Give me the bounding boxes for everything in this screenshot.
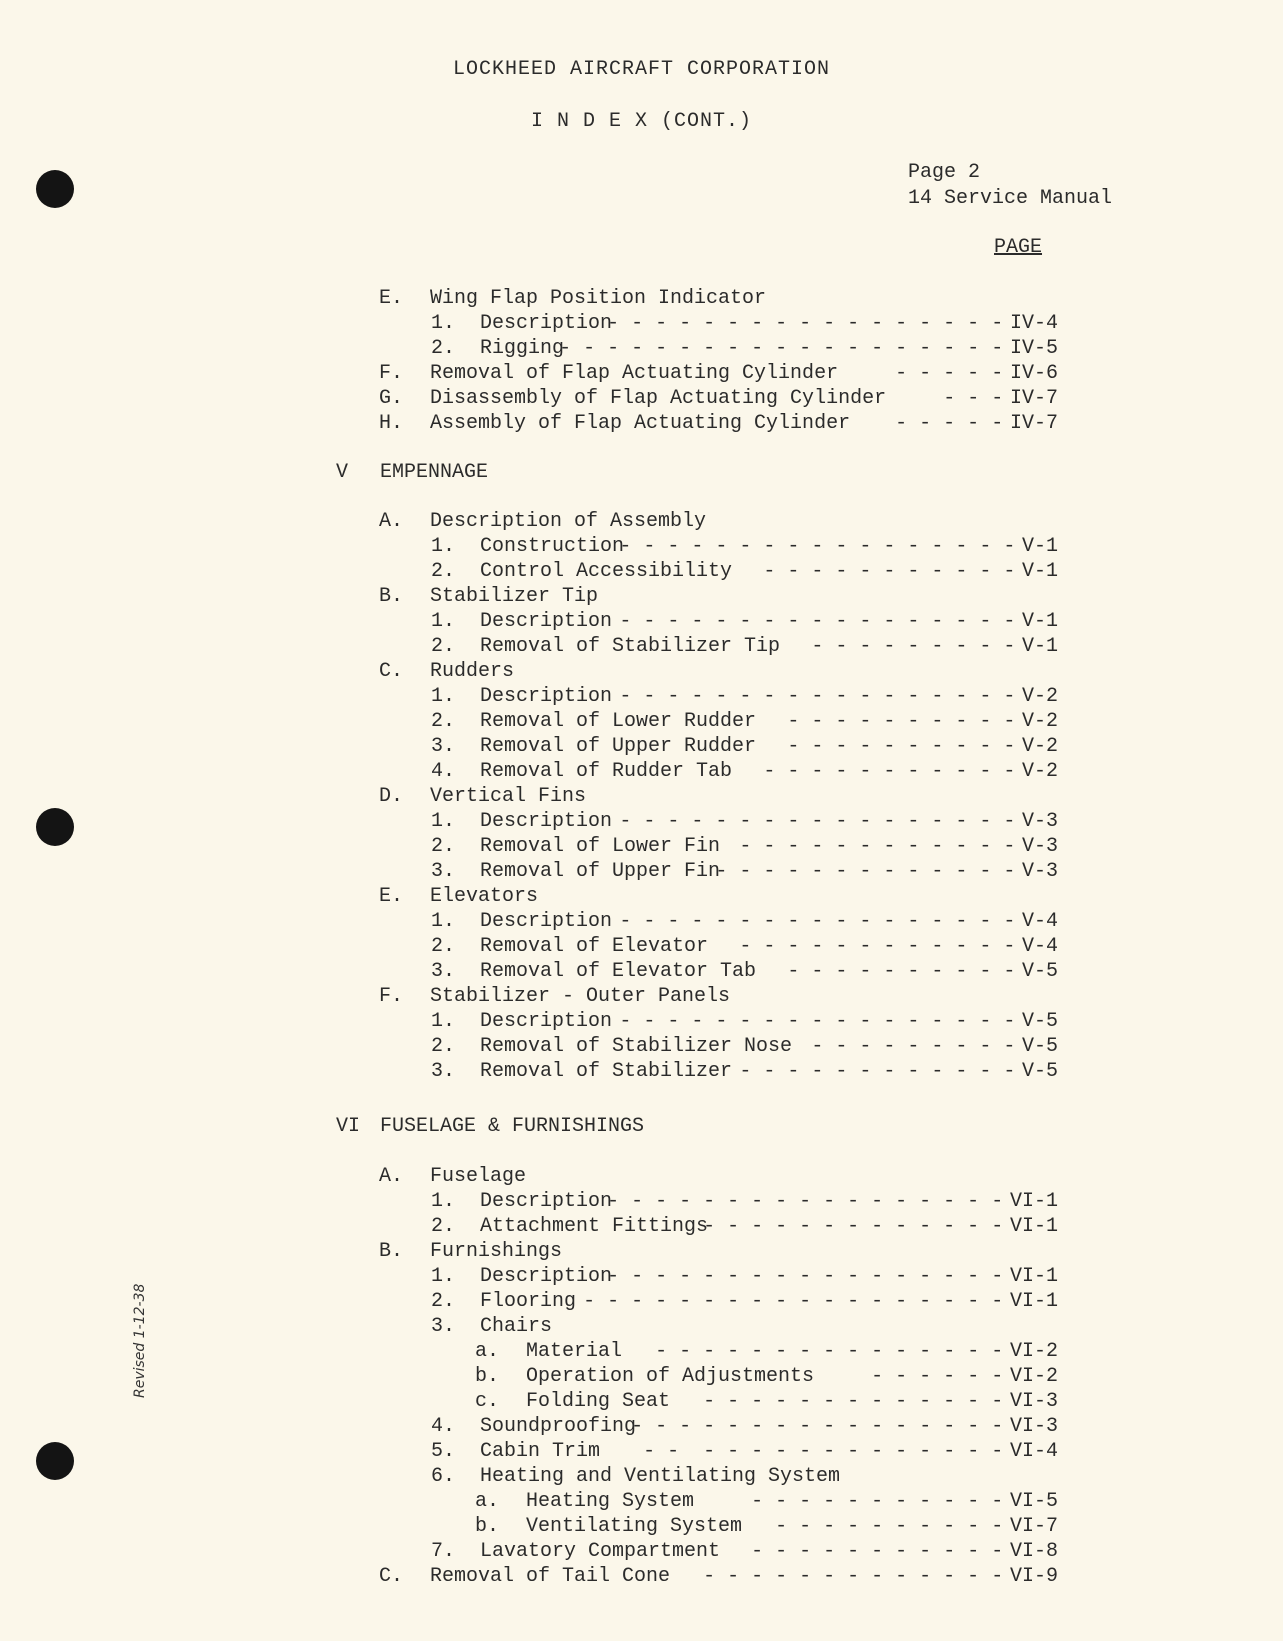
dot-leader: - - - - - -: [871, 1365, 1004, 1388]
entry-title: Folding Seat: [526, 1390, 671, 1413]
entry-label: H.: [379, 412, 404, 435]
dot-leader: - - - - - - - - - - - -: [739, 935, 1016, 958]
entry-label: 4.: [431, 760, 456, 783]
entry-title: Chairs: [480, 1315, 553, 1338]
entry-label: 3.: [431, 1315, 456, 1338]
entry-label: V: [336, 461, 349, 484]
entry-title: Attachment Fittings: [480, 1215, 709, 1238]
dot-leader: - - -: [943, 387, 1004, 410]
entry-title: Removal of Stabilizer Tip: [480, 635, 781, 658]
revision-note: Revised 1-12-38: [132, 1283, 148, 1398]
entry-label: 2.: [431, 1290, 456, 1313]
entry-title: Description: [480, 312, 613, 335]
page-reference: VI-3: [1009, 1390, 1058, 1413]
page-reference: V-2: [1021, 735, 1058, 758]
dot-leader: - - - - - - - - - - - - -: [703, 1215, 1004, 1238]
page-reference: VI-2: [1009, 1340, 1058, 1363]
page-reference: V-5: [1021, 1010, 1058, 1033]
page-reference: VI-1: [1009, 1190, 1058, 1213]
page-number: Page 2: [908, 161, 981, 184]
entry-title: Removal of Elevator: [480, 935, 709, 958]
entry-label: 5.: [431, 1440, 456, 1463]
entry-title: Removal of Rudder Tab: [480, 760, 733, 783]
page-reference: VI-2: [1009, 1365, 1058, 1388]
dot-leader: - - - - - - - - - -: [787, 735, 1016, 758]
entry-label: 2.: [431, 935, 456, 958]
entry-title: Lavatory Compartment: [480, 1540, 721, 1563]
entry-title: Description: [480, 1190, 613, 1213]
page-reference: VI-3: [1009, 1415, 1058, 1438]
entry-title: Removal of Elevator Tab: [480, 960, 757, 983]
page-reference: V-2: [1021, 760, 1058, 783]
entry-title: Removal of Stabilizer Nose: [480, 1035, 793, 1058]
entry-title: Removal of Upper Rudder: [480, 735, 757, 758]
dot-leader: - - - - - - - - - - - -: [739, 835, 1016, 858]
entry-label: 2.: [431, 1035, 456, 1058]
page-reference: VI-7: [1009, 1515, 1058, 1538]
page-reference: V-5: [1021, 960, 1058, 983]
entry-title: Soundproofing: [480, 1415, 637, 1438]
entry-label: 3.: [431, 735, 456, 758]
page-reference: V-1: [1021, 560, 1058, 583]
dot-leader: - - - - - - - - - - - -: [739, 1060, 1016, 1083]
dot-leader: - - - - - - - - - - - - - - - -: [631, 1415, 1004, 1438]
dot-leader: - - - - - - - - -: [811, 1035, 1016, 1058]
page-reference: IV-7: [1009, 387, 1058, 410]
page-reference: VI-8: [1009, 1540, 1058, 1563]
page-reference: V-1: [1021, 610, 1058, 633]
entry-label: E.: [379, 287, 404, 310]
dot-leader: - - - - - - - - - - - - -: [703, 1390, 1004, 1413]
entry-title: Material: [526, 1340, 623, 1363]
dot-leader: - - - - - - - - - - - - - - - - -: [619, 1010, 1016, 1033]
dot-leader: - - - - - - - - - - - - - - -: [643, 1440, 1004, 1463]
page-reference: V-3: [1021, 835, 1058, 858]
dot-leader: - - - - - - - - - -: [775, 1515, 1004, 1538]
entry-label: VI: [336, 1115, 361, 1138]
dot-leader: - - - - - - - - - - - - - - - - -: [607, 312, 1004, 335]
entry-label: 2.: [431, 635, 456, 658]
page-reference: VI-5: [1009, 1490, 1058, 1513]
entry-title: Removal of Flap Actuating Cylinder: [430, 362, 839, 385]
entry-title: Ventilating System: [526, 1515, 743, 1538]
entry-title: Stabilizer - Outer Panels: [430, 985, 731, 1008]
entry-title: Rigging: [480, 337, 565, 360]
entry-label: 2.: [431, 337, 456, 360]
entry-label: 1.: [431, 1010, 456, 1033]
binder-hole-bottom: [36, 1442, 74, 1480]
entry-label: 3.: [431, 1060, 456, 1083]
entry-title: Stabilizer Tip: [430, 585, 599, 608]
entry-title: EMPENNAGE: [380, 461, 489, 484]
dot-leader: - - - - - - - - - - - - - - - - - -: [583, 1290, 1004, 1313]
entry-label: c.: [475, 1390, 500, 1413]
dot-leader: - - - - - - - - - - -: [751, 1490, 1004, 1513]
company-name: LOCKHEED AIRCRAFT CORPORATION: [452, 58, 831, 81]
entry-label: F.: [379, 362, 404, 385]
dot-leader: - - - - - - - - - - -: [763, 560, 1016, 583]
entry-label: B.: [379, 1240, 404, 1263]
entry-title: Fuselage: [430, 1165, 527, 1188]
page-reference: IV-6: [1009, 362, 1058, 385]
page-reference: V-2: [1021, 685, 1058, 708]
entry-label: A.: [379, 1165, 404, 1188]
entry-label: 3.: [431, 960, 456, 983]
entry-label: 1.: [431, 1265, 456, 1288]
entry-label: E.: [379, 885, 404, 908]
dot-leader: - - - - - - - - -: [811, 635, 1016, 658]
entry-label: C.: [379, 1565, 404, 1588]
entry-label: 4.: [431, 1415, 456, 1438]
page-reference: V-2: [1021, 710, 1058, 733]
entry-label: a.: [475, 1490, 500, 1513]
entry-title: Vertical Fins: [430, 785, 587, 808]
page-reference: V-1: [1021, 635, 1058, 658]
entry-label: 1.: [431, 685, 456, 708]
entry-title: Description: [480, 810, 613, 833]
page-reference: VI-1: [1009, 1265, 1058, 1288]
entry-label: 1.: [431, 1190, 456, 1213]
entry-label: 1.: [431, 810, 456, 833]
entry-title: Wing Flap Position Indicator: [430, 287, 767, 310]
page-reference: V-1: [1021, 535, 1058, 558]
entry-label: 1.: [431, 910, 456, 933]
entry-label: D.: [379, 785, 404, 808]
page-reference: V-4: [1021, 910, 1058, 933]
entry-label: b.: [475, 1365, 500, 1388]
entry-title: Description of Assembly: [430, 510, 707, 533]
dot-leader: - - - - - - - - - - - - - - - - - - -: [559, 337, 1004, 360]
dot-leader: - - - - - - - - - - - - -: [703, 1565, 1004, 1588]
entry-title: Description: [480, 910, 613, 933]
entry-title: Operation of Adjustments: [526, 1365, 815, 1388]
entry-title: Removal of Lower Rudder: [480, 710, 757, 733]
entry-title: Removal of Tail Cone: [430, 1565, 671, 1588]
binder-hole-top: [36, 170, 74, 208]
dot-leader: - - - - - - - - - - - - - - - - -: [607, 1190, 1004, 1213]
index-title: I N D E X (CONT.): [530, 110, 753, 133]
page-reference: V-3: [1021, 860, 1058, 883]
dot-leader: - - - - - - - - - - - - - - - - -: [619, 535, 1016, 558]
entry-title: Removal of Lower Fin: [480, 835, 721, 858]
entry-title: Rudders: [430, 660, 515, 683]
dot-leader: - - - - - - - - - -: [787, 960, 1016, 983]
entry-title: Removal of Stabilizer: [480, 1060, 733, 1083]
entry-title: Description: [480, 1010, 613, 1033]
page-reference: IV-4: [1009, 312, 1058, 335]
page-reference: V-3: [1021, 810, 1058, 833]
entry-label: C.: [379, 660, 404, 683]
entry-title: Flooring: [480, 1290, 577, 1313]
entry-label: A.: [379, 510, 404, 533]
entry-label: 1.: [431, 535, 456, 558]
manual-name: 14 Service Manual: [908, 187, 1113, 210]
entry-title: Control Accessibility: [480, 560, 733, 583]
entry-title: Construction: [480, 535, 625, 558]
entry-title: Heating System: [526, 1490, 695, 1513]
dot-leader: - - - - - - - - - - - - - - - - -: [619, 910, 1016, 933]
entry-title: FUSELAGE & FURNISHINGS: [380, 1115, 645, 1138]
entry-label: 1.: [431, 312, 456, 335]
page-column-heading: PAGE: [994, 236, 1043, 259]
dot-leader: - - - - -: [895, 362, 1004, 385]
entry-title: Description: [480, 685, 613, 708]
entry-label: 3.: [431, 860, 456, 883]
entry-title: Removal of Upper Fin: [480, 860, 721, 883]
entry-label: 6.: [431, 1465, 456, 1488]
page-reference: VI-4: [1009, 1440, 1058, 1463]
dot-leader: - - - - - - - - - - - - - - - - -: [607, 1265, 1004, 1288]
entry-title: Description: [480, 610, 613, 633]
entry-title: Cabin Trim: [480, 1440, 601, 1463]
page-reference: VI-1: [1009, 1215, 1058, 1238]
entry-title: Description: [480, 1265, 613, 1288]
dot-leader: - - - - - - - - - - - - - - -: [655, 1340, 1004, 1363]
entry-label: 2.: [431, 560, 456, 583]
page-reference: VI-9: [1009, 1565, 1058, 1588]
entry-label: 7.: [431, 1540, 456, 1563]
entry-label: 2.: [431, 835, 456, 858]
dot-leader: - - - - - - - - - - -: [763, 760, 1016, 783]
page-reference: IV-7: [1009, 412, 1058, 435]
page-reference: V-5: [1021, 1060, 1058, 1083]
entry-label: 2.: [431, 710, 456, 733]
entry-label: B.: [379, 585, 404, 608]
entry-title: Furnishings: [430, 1240, 563, 1263]
entry-label: F.: [379, 985, 404, 1008]
page-reference: V-4: [1021, 935, 1058, 958]
dot-leader: - - - - - - - - - -: [787, 710, 1016, 733]
entry-label: b.: [475, 1515, 500, 1538]
entry-label: a.: [475, 1340, 500, 1363]
page-reference: VI-1: [1009, 1290, 1058, 1313]
entry-title: Elevators: [430, 885, 539, 908]
page-reference: IV-5: [1009, 337, 1058, 360]
entry-title: Disassembly of Flap Actuating Cylinder: [430, 387, 887, 410]
dot-leader: - - - - - - - - - - -: [751, 1540, 1004, 1563]
dot-leader: - - - - - - - - - - - - - - - - -: [619, 685, 1016, 708]
entry-label: G.: [379, 387, 404, 410]
page-reference: V-5: [1021, 1035, 1058, 1058]
dot-leader: - - - - - - - - - - - - - - - - -: [619, 610, 1016, 633]
entry-label: 2.: [431, 1215, 456, 1238]
entry-title: Heating and Ventilating System: [480, 1465, 841, 1488]
entry-label: 1.: [431, 610, 456, 633]
dot-leader: - - - - -: [895, 412, 1004, 435]
page-info: [908, 160, 1112, 212]
binder-hole-middle: [36, 808, 74, 846]
dot-leader: - - - - - - - - - - - - -: [715, 860, 1016, 883]
entry-title: Assembly of Flap Actuating Cylinder: [430, 412, 851, 435]
dot-leader: - - - - - - - - - - - - - - - - -: [619, 810, 1016, 833]
